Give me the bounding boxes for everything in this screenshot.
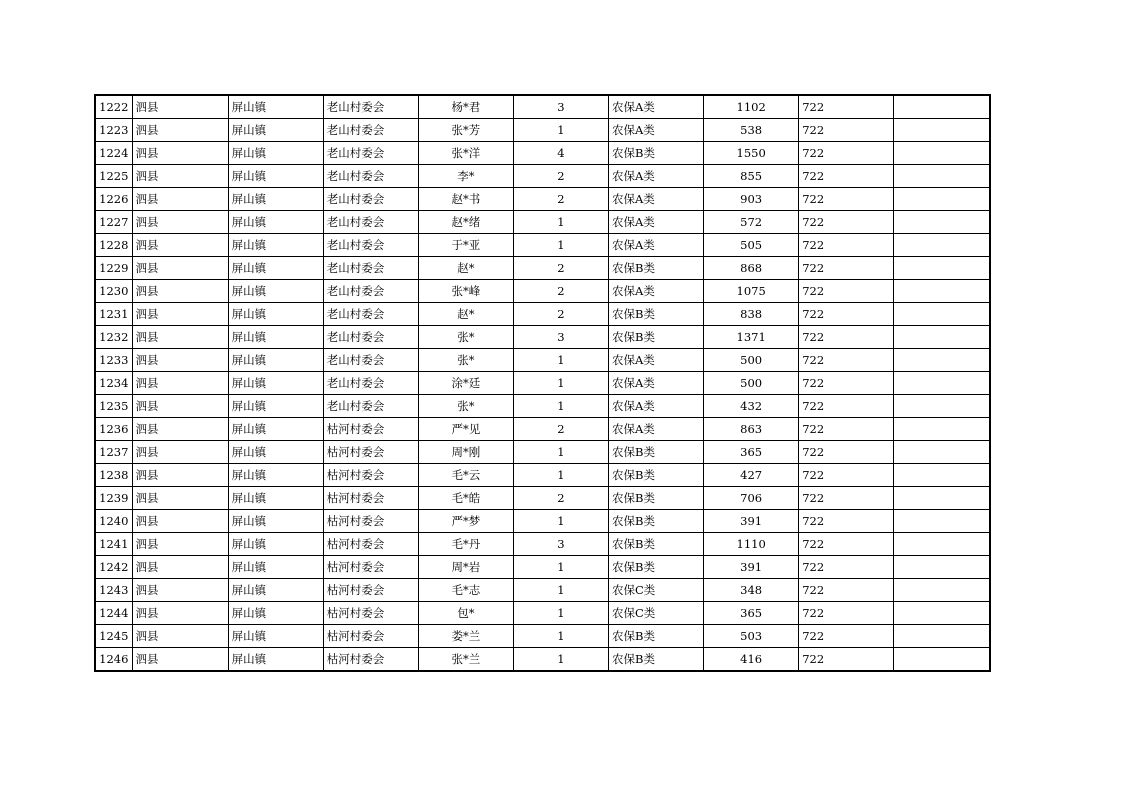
- table-row: [95, 464, 990, 487]
- row-number: 1245: [95, 625, 132, 648]
- remarks-cell: [894, 234, 990, 257]
- town-cell: 屏山镇: [228, 234, 323, 257]
- town-cell: 屏山镇: [228, 510, 323, 533]
- amount-cell: 391: [704, 510, 799, 533]
- household-count-cell: 1: [513, 579, 608, 602]
- name-cell: 严*见: [418, 418, 513, 441]
- household-count-cell: 1: [513, 441, 608, 464]
- county-cell: 泗县: [132, 326, 228, 349]
- table-row: [95, 395, 990, 418]
- row-number: 1222: [95, 95, 132, 119]
- name-cell: 周*刚: [418, 441, 513, 464]
- table-row: [95, 326, 990, 349]
- standard-cell: 722: [799, 533, 894, 556]
- standard-cell: 722: [799, 556, 894, 579]
- name-cell: 毛*志: [418, 579, 513, 602]
- village-cell: 枯河村委会: [323, 533, 418, 556]
- county-cell: 泗县: [132, 257, 228, 280]
- village-cell: 枯河村委会: [323, 464, 418, 487]
- row-number: 1243: [95, 579, 132, 602]
- county-cell: 泗县: [132, 556, 228, 579]
- standard-cell: 722: [799, 234, 894, 257]
- table-row: [95, 119, 990, 142]
- household-count-cell: 2: [513, 303, 608, 326]
- county-cell: 泗县: [132, 95, 228, 119]
- standard-cell: 722: [799, 280, 894, 303]
- row-number: 1246: [95, 648, 132, 672]
- name-cell: 张*兰: [418, 648, 513, 672]
- household-count-cell: 3: [513, 326, 608, 349]
- standard-cell: 722: [799, 303, 894, 326]
- household-count-cell: 2: [513, 280, 608, 303]
- village-cell: 老山村委会: [323, 326, 418, 349]
- county-cell: 泗县: [132, 395, 228, 418]
- county-cell: 泗县: [132, 625, 228, 648]
- remarks-cell: [894, 556, 990, 579]
- table-row: [95, 625, 990, 648]
- amount-cell: 863: [704, 418, 799, 441]
- remarks-cell: [894, 280, 990, 303]
- standard-cell: 722: [799, 95, 894, 119]
- remarks-cell: [894, 418, 990, 441]
- amount-cell: 1550: [704, 142, 799, 165]
- row-number: 1224: [95, 142, 132, 165]
- insurance-type-cell: 农保C类: [609, 602, 704, 625]
- amount-cell: 903: [704, 188, 799, 211]
- village-cell: 老山村委会: [323, 95, 418, 119]
- town-cell: 屏山镇: [228, 418, 323, 441]
- county-cell: 泗县: [132, 464, 228, 487]
- row-number: 1240: [95, 510, 132, 533]
- table-row: [95, 257, 990, 280]
- county-cell: 泗县: [132, 234, 228, 257]
- county-cell: 泗县: [132, 188, 228, 211]
- row-number: 1231: [95, 303, 132, 326]
- table-row: [95, 280, 990, 303]
- standard-cell: 722: [799, 648, 894, 672]
- village-cell: 老山村委会: [323, 234, 418, 257]
- household-count-cell: 1: [513, 625, 608, 648]
- standard-cell: 722: [799, 188, 894, 211]
- data-table: [94, 94, 991, 672]
- amount-cell: 365: [704, 602, 799, 625]
- remarks-cell: [894, 441, 990, 464]
- insurance-type-cell: 农保B类: [609, 625, 704, 648]
- remarks-cell: [894, 142, 990, 165]
- county-cell: 泗县: [132, 441, 228, 464]
- amount-cell: 500: [704, 349, 799, 372]
- insurance-type-cell: 农保A类: [609, 188, 704, 211]
- standard-cell: 722: [799, 257, 894, 280]
- town-cell: 屏山镇: [228, 188, 323, 211]
- row-number: 1228: [95, 234, 132, 257]
- county-cell: 泗县: [132, 303, 228, 326]
- row-number: 1229: [95, 257, 132, 280]
- county-cell: 泗县: [132, 349, 228, 372]
- town-cell: 屏山镇: [228, 602, 323, 625]
- table-row: [95, 556, 990, 579]
- table-row: [95, 349, 990, 372]
- insurance-type-cell: 农保B类: [609, 464, 704, 487]
- town-cell: 屏山镇: [228, 441, 323, 464]
- town-cell: 屏山镇: [228, 395, 323, 418]
- household-count-cell: 2: [513, 418, 608, 441]
- row-number: 1241: [95, 533, 132, 556]
- row-number: 1227: [95, 211, 132, 234]
- remarks-cell: [894, 188, 990, 211]
- remarks-cell: [894, 119, 990, 142]
- remarks-cell: [894, 602, 990, 625]
- insurance-type-cell: 农保A类: [609, 95, 704, 119]
- village-cell: 老山村委会: [323, 280, 418, 303]
- name-cell: 赵*: [418, 257, 513, 280]
- standard-cell: 722: [799, 510, 894, 533]
- insurance-type-cell: 农保B类: [609, 142, 704, 165]
- town-cell: 屏山镇: [228, 625, 323, 648]
- amount-cell: 500: [704, 372, 799, 395]
- insurance-type-cell: 农保C类: [609, 579, 704, 602]
- name-cell: 娄*兰: [418, 625, 513, 648]
- amount-cell: 706: [704, 487, 799, 510]
- town-cell: 屏山镇: [228, 211, 323, 234]
- row-number: 1235: [95, 395, 132, 418]
- town-cell: 屏山镇: [228, 257, 323, 280]
- row-number: 1230: [95, 280, 132, 303]
- county-cell: 泗县: [132, 648, 228, 672]
- table-row: [95, 95, 990, 119]
- table-row: [95, 648, 990, 672]
- name-cell: 张*: [418, 395, 513, 418]
- village-cell: 枯河村委会: [323, 648, 418, 672]
- insurance-type-cell: 农保B类: [609, 487, 704, 510]
- insurance-type-cell: 农保B类: [609, 510, 704, 533]
- household-count-cell: 1: [513, 234, 608, 257]
- village-cell: 枯河村委会: [323, 418, 418, 441]
- insurance-type-cell: 农保A类: [609, 234, 704, 257]
- table-row: [95, 487, 990, 510]
- remarks-cell: [894, 349, 990, 372]
- county-cell: 泗县: [132, 487, 228, 510]
- remarks-cell: [894, 579, 990, 602]
- village-cell: 枯河村委会: [323, 487, 418, 510]
- row-number: 1244: [95, 602, 132, 625]
- name-cell: 毛*云: [418, 464, 513, 487]
- town-cell: 屏山镇: [228, 165, 323, 188]
- name-cell: 杨*君: [418, 95, 513, 119]
- amount-cell: 1102: [704, 95, 799, 119]
- remarks-cell: [894, 372, 990, 395]
- row-number: 1234: [95, 372, 132, 395]
- household-count-cell: 2: [513, 188, 608, 211]
- name-cell: 赵*: [418, 303, 513, 326]
- village-cell: 老山村委会: [323, 119, 418, 142]
- remarks-cell: [894, 211, 990, 234]
- town-cell: 屏山镇: [228, 648, 323, 672]
- table-row: [95, 418, 990, 441]
- name-cell: 张*: [418, 326, 513, 349]
- county-cell: 泗县: [132, 372, 228, 395]
- standard-cell: 722: [799, 625, 894, 648]
- town-cell: 屏山镇: [228, 372, 323, 395]
- table-row: [95, 165, 990, 188]
- name-cell: 赵*绪: [418, 211, 513, 234]
- name-cell: 李*: [418, 165, 513, 188]
- town-cell: 屏山镇: [228, 142, 323, 165]
- household-count-cell: 2: [513, 487, 608, 510]
- name-cell: 包*: [418, 602, 513, 625]
- name-cell: 毛*皓: [418, 487, 513, 510]
- standard-cell: 722: [799, 165, 894, 188]
- insurance-type-cell: 农保A类: [609, 372, 704, 395]
- remarks-cell: [894, 648, 990, 672]
- village-cell: 老山村委会: [323, 188, 418, 211]
- insurance-type-cell: 农保A类: [609, 395, 704, 418]
- insurance-type-cell: 农保A类: [609, 211, 704, 234]
- standard-cell: 722: [799, 349, 894, 372]
- standard-cell: 722: [799, 579, 894, 602]
- amount-cell: 538: [704, 119, 799, 142]
- insurance-type-cell: 农保B类: [609, 556, 704, 579]
- insurance-type-cell: 农保A类: [609, 165, 704, 188]
- table-row: [95, 142, 990, 165]
- amount-cell: 503: [704, 625, 799, 648]
- amount-cell: 1075: [704, 280, 799, 303]
- name-cell: 张*洋: [418, 142, 513, 165]
- row-number: 1232: [95, 326, 132, 349]
- household-count-cell: 1: [513, 510, 608, 533]
- county-cell: 泗县: [132, 602, 228, 625]
- insurance-type-cell: 农保B类: [609, 326, 704, 349]
- town-cell: 屏山镇: [228, 280, 323, 303]
- table-row: [95, 510, 990, 533]
- village-cell: 枯河村委会: [323, 602, 418, 625]
- remarks-cell: [894, 303, 990, 326]
- town-cell: 屏山镇: [228, 464, 323, 487]
- county-cell: 泗县: [132, 119, 228, 142]
- table-body: [95, 95, 990, 671]
- amount-cell: 838: [704, 303, 799, 326]
- town-cell: 屏山镇: [228, 119, 323, 142]
- household-count-cell: 1: [513, 211, 608, 234]
- insurance-type-cell: 农保A类: [609, 418, 704, 441]
- household-count-cell: 1: [513, 119, 608, 142]
- table-row: [95, 211, 990, 234]
- name-cell: 张*芳: [418, 119, 513, 142]
- amount-cell: 855: [704, 165, 799, 188]
- row-number: 1237: [95, 441, 132, 464]
- household-count-cell: 1: [513, 648, 608, 672]
- household-count-cell: 3: [513, 533, 608, 556]
- remarks-cell: [894, 625, 990, 648]
- amount-cell: 572: [704, 211, 799, 234]
- county-cell: 泗县: [132, 280, 228, 303]
- town-cell: 屏山镇: [228, 349, 323, 372]
- remarks-cell: [894, 487, 990, 510]
- standard-cell: 722: [799, 326, 894, 349]
- standard-cell: 722: [799, 487, 894, 510]
- amount-cell: 391: [704, 556, 799, 579]
- standard-cell: 722: [799, 441, 894, 464]
- village-cell: 老山村委会: [323, 142, 418, 165]
- table-row: [95, 602, 990, 625]
- county-cell: 泗县: [132, 142, 228, 165]
- table-row: [95, 303, 990, 326]
- insurance-type-cell: 农保A类: [609, 119, 704, 142]
- village-cell: 老山村委会: [323, 165, 418, 188]
- table-row: [95, 579, 990, 602]
- village-cell: 枯河村委会: [323, 556, 418, 579]
- insurance-type-cell: 农保B类: [609, 648, 704, 672]
- standard-cell: 722: [799, 464, 894, 487]
- insurance-type-cell: 农保B类: [609, 441, 704, 464]
- insurance-type-cell: 农保A类: [609, 280, 704, 303]
- county-cell: 泗县: [132, 165, 228, 188]
- remarks-cell: [894, 395, 990, 418]
- village-cell: 老山村委会: [323, 372, 418, 395]
- insurance-type-cell: 农保B类: [609, 303, 704, 326]
- row-number: 1239: [95, 487, 132, 510]
- amount-cell: 1110: [704, 533, 799, 556]
- village-cell: 老山村委会: [323, 349, 418, 372]
- amount-cell: 1371: [704, 326, 799, 349]
- remarks-cell: [894, 165, 990, 188]
- amount-cell: 505: [704, 234, 799, 257]
- village-cell: 枯河村委会: [323, 625, 418, 648]
- county-cell: 泗县: [132, 510, 228, 533]
- town-cell: 屏山镇: [228, 556, 323, 579]
- remarks-cell: [894, 326, 990, 349]
- amount-cell: 365: [704, 441, 799, 464]
- standard-cell: 722: [799, 119, 894, 142]
- village-cell: 枯河村委会: [323, 510, 418, 533]
- standard-cell: 722: [799, 211, 894, 234]
- standard-cell: 722: [799, 142, 894, 165]
- remarks-cell: [894, 95, 990, 119]
- household-count-cell: 1: [513, 556, 608, 579]
- county-cell: 泗县: [132, 418, 228, 441]
- standard-cell: 722: [799, 602, 894, 625]
- table-row: [95, 441, 990, 464]
- household-count-cell: 4: [513, 142, 608, 165]
- amount-cell: 868: [704, 257, 799, 280]
- village-cell: 枯河村委会: [323, 441, 418, 464]
- table-row: [95, 188, 990, 211]
- county-cell: 泗县: [132, 211, 228, 234]
- village-cell: 老山村委会: [323, 257, 418, 280]
- row-number: 1242: [95, 556, 132, 579]
- insurance-type-cell: 农保B类: [609, 533, 704, 556]
- name-cell: 张*: [418, 349, 513, 372]
- household-count-cell: 1: [513, 395, 608, 418]
- village-cell: 老山村委会: [323, 211, 418, 234]
- remarks-cell: [894, 533, 990, 556]
- row-number: 1225: [95, 165, 132, 188]
- village-cell: 老山村委会: [323, 395, 418, 418]
- remarks-cell: [894, 510, 990, 533]
- insurance-type-cell: 农保A类: [609, 349, 704, 372]
- town-cell: 屏山镇: [228, 487, 323, 510]
- standard-cell: 722: [799, 418, 894, 441]
- amount-cell: 348: [704, 579, 799, 602]
- household-count-cell: 1: [513, 349, 608, 372]
- amount-cell: 427: [704, 464, 799, 487]
- household-count-cell: 3: [513, 95, 608, 119]
- town-cell: 屏山镇: [228, 95, 323, 119]
- row-number: 1233: [95, 349, 132, 372]
- row-number: 1226: [95, 188, 132, 211]
- insurance-type-cell: 农保B类: [609, 257, 704, 280]
- household-count-cell: 2: [513, 165, 608, 188]
- table-row: [95, 533, 990, 556]
- household-count-cell: 1: [513, 602, 608, 625]
- county-cell: 泗县: [132, 533, 228, 556]
- row-number: 1236: [95, 418, 132, 441]
- household-count-cell: 2: [513, 257, 608, 280]
- standard-cell: 722: [799, 395, 894, 418]
- row-number: 1223: [95, 119, 132, 142]
- table-row: [95, 234, 990, 257]
- remarks-cell: [894, 464, 990, 487]
- town-cell: 屏山镇: [228, 579, 323, 602]
- name-cell: 于*亚: [418, 234, 513, 257]
- name-cell: 周*岩: [418, 556, 513, 579]
- standard-cell: 722: [799, 372, 894, 395]
- name-cell: 毛*丹: [418, 533, 513, 556]
- table-row: [95, 372, 990, 395]
- name-cell: 涂*廷: [418, 372, 513, 395]
- village-cell: 枯河村委会: [323, 579, 418, 602]
- amount-cell: 432: [704, 395, 799, 418]
- town-cell: 屏山镇: [228, 533, 323, 556]
- household-count-cell: 1: [513, 372, 608, 395]
- county-cell: 泗县: [132, 579, 228, 602]
- town-cell: 屏山镇: [228, 326, 323, 349]
- amount-cell: 416: [704, 648, 799, 672]
- remarks-cell: [894, 257, 990, 280]
- name-cell: 严*梦: [418, 510, 513, 533]
- household-count-cell: 1: [513, 464, 608, 487]
- name-cell: 赵*书: [418, 188, 513, 211]
- town-cell: 屏山镇: [228, 303, 323, 326]
- row-number: 1238: [95, 464, 132, 487]
- name-cell: 张*峰: [418, 280, 513, 303]
- village-cell: 老山村委会: [323, 303, 418, 326]
